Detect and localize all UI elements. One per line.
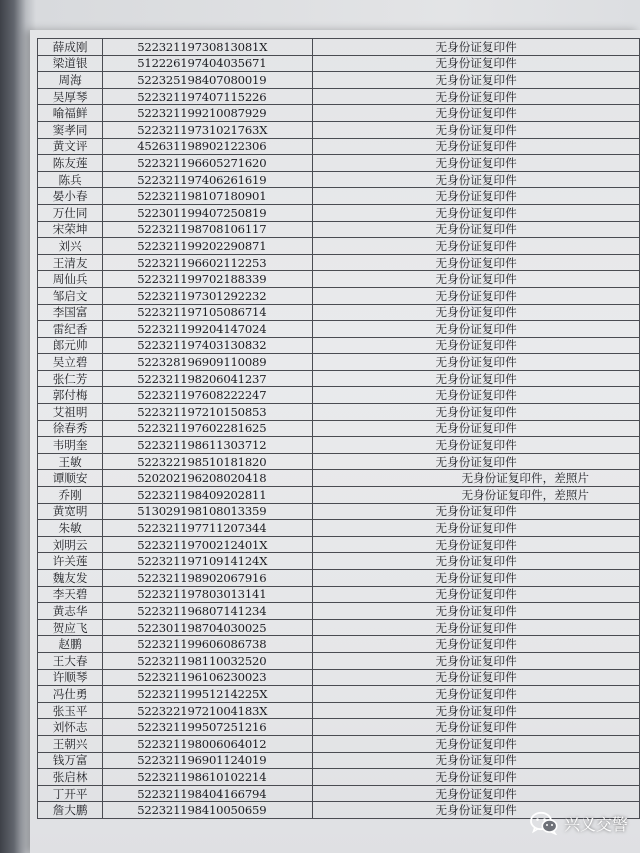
- id-number-cell: 522321199204147024: [103, 321, 313, 338]
- table-row: [38, 603, 640, 620]
- note-cell: 无身份证复印件: [313, 437, 640, 454]
- id-number-cell: 452631198902122306: [103, 138, 313, 155]
- name-cell: 郎元帅: [38, 337, 103, 354]
- name-cell: 王敏: [38, 453, 103, 470]
- id-number-cell: 522301198704030025: [103, 619, 313, 636]
- id-number-cell: 522321196602112253: [103, 254, 313, 271]
- id-number-cell: 522321196106230023: [103, 669, 313, 686]
- name-cell: 黄文评: [38, 138, 103, 155]
- name-cell: 丁开平: [38, 785, 103, 802]
- note-cell: 无身份证复印件: [313, 603, 640, 620]
- id-number-cell: 522321197803013141: [103, 586, 313, 603]
- note-cell: 无身份证复印件: [313, 39, 640, 56]
- note-cell: 无身份证复印件: [313, 321, 640, 338]
- id-number-cell: 522321197301292232: [103, 287, 313, 304]
- note-cell: 无身份证复印件: [313, 138, 640, 155]
- id-number-cell: 522321199202290871: [103, 238, 313, 255]
- note-cell: 无身份证复印件: [313, 204, 640, 221]
- note-cell: 无身份证复印件: [313, 238, 640, 255]
- table-row: [38, 553, 640, 570]
- name-cell: 李天碧: [38, 586, 103, 603]
- name-cell: 喻福鲜: [38, 105, 103, 122]
- id-number-cell: 522321196605271620: [103, 155, 313, 172]
- table-row: [38, 752, 640, 769]
- table-row: [38, 619, 640, 636]
- table-row: [38, 404, 640, 421]
- note-cell: 无身份证复印件: [313, 287, 640, 304]
- note-cell: 无身份证复印件: [313, 354, 640, 371]
- table-row: [38, 570, 640, 587]
- name-cell: 薛成刚: [38, 39, 103, 56]
- table-row: [38, 586, 640, 603]
- table-row: [38, 503, 640, 520]
- note-cell: 无身份证复印件: [313, 370, 640, 387]
- table-row: [38, 652, 640, 669]
- note-cell: 无身份证复印件: [313, 669, 640, 686]
- name-cell: 朱敏: [38, 520, 103, 537]
- id-number-cell: 522321198708106117: [103, 221, 313, 238]
- table-row: [38, 287, 640, 304]
- note-cell: 无身份证复印件: [313, 105, 640, 122]
- name-cell: 刘明云: [38, 536, 103, 553]
- note-cell: 无身份证复印件: [313, 155, 640, 172]
- note-cell: 无身份证复印件: [313, 420, 640, 437]
- name-cell: 刘怀志: [38, 719, 103, 736]
- note-cell: 无身份证复印件，差照片: [313, 487, 640, 504]
- id-number-cell: 522321197210150853: [103, 404, 313, 421]
- name-cell: 李国富: [38, 304, 103, 321]
- wechat-icon: [530, 811, 558, 835]
- id-number-cell: 522321196807141234: [103, 603, 313, 620]
- note-cell: 无身份证复印件: [313, 570, 640, 587]
- note-cell: 无身份证复印件: [313, 785, 640, 802]
- note-cell: 无身份证复印件: [313, 735, 640, 752]
- id-number-cell: 52232219721004183X: [103, 702, 313, 719]
- note-cell: 无身份证复印件: [313, 752, 640, 769]
- table-row: [38, 138, 640, 155]
- note-cell: 无身份证复印件: [313, 553, 640, 570]
- name-cell: 许顺琴: [38, 669, 103, 686]
- id-number-cell: 522321197602281625: [103, 420, 313, 437]
- table-row: [38, 155, 640, 172]
- note-cell: 无身份证复印件: [313, 520, 640, 537]
- id-number-cell: 522321198206041237: [103, 370, 313, 387]
- table-row: [38, 88, 640, 105]
- table-row: [38, 171, 640, 188]
- name-cell: 周海: [38, 72, 103, 89]
- name-cell: 黄宽明: [38, 503, 103, 520]
- name-cell: 乔刚: [38, 487, 103, 504]
- table-row: [38, 702, 640, 719]
- name-cell: 梁道银: [38, 55, 103, 72]
- id-number-cell: 52232119700212401X: [103, 536, 313, 553]
- table-row: [38, 520, 640, 537]
- note-cell: 无身份证复印件，差照片: [313, 470, 640, 487]
- note-cell: 无身份证复印件: [313, 769, 640, 786]
- name-cell: 雷纪香: [38, 321, 103, 338]
- note-cell: 无身份证复印件: [313, 88, 640, 105]
- name-cell: 艾祖明: [38, 404, 103, 421]
- note-cell: 无身份证复印件: [313, 271, 640, 288]
- note-cell: 无身份证复印件: [313, 536, 640, 553]
- table-row: [38, 420, 640, 437]
- name-cell: 贺应飞: [38, 619, 103, 636]
- id-number-cell: 513029198108013359: [103, 503, 313, 520]
- id-number-cell: 522321198610102214: [103, 769, 313, 786]
- note-cell: 无身份证复印件: [313, 503, 640, 520]
- note-cell: 无身份证复印件: [313, 254, 640, 271]
- id-number-cell: 522321199210087929: [103, 105, 313, 122]
- name-cell: 刘兴: [38, 238, 103, 255]
- table-row: [38, 453, 640, 470]
- table-row: [38, 470, 640, 487]
- table-row: [38, 271, 640, 288]
- name-cell: 黄志华: [38, 603, 103, 620]
- id-number-cell: 522321199507251216: [103, 719, 313, 736]
- name-cell: 吴厚琴: [38, 88, 103, 105]
- name-cell: 徐春秀: [38, 420, 103, 437]
- table-row: [38, 387, 640, 404]
- note-cell: 无身份证复印件: [313, 702, 640, 719]
- note-cell: 无身份证复印件: [313, 72, 640, 89]
- name-cell: 王清友: [38, 254, 103, 271]
- id-number-cell: 522321197608222247: [103, 387, 313, 404]
- note-cell: 无身份证复印件: [313, 55, 640, 72]
- name-cell: 邹启文: [38, 287, 103, 304]
- note-cell: 无身份证复印件: [313, 686, 640, 703]
- note-cell: 无身份证复印件: [313, 221, 640, 238]
- name-cell: 王大春: [38, 652, 103, 669]
- name-cell: 赵鹏: [38, 636, 103, 653]
- name-cell: 吴立碧: [38, 354, 103, 371]
- note-cell: 无身份证复印件: [313, 387, 640, 404]
- id-number-cell: 522321197407115226: [103, 88, 313, 105]
- id-number-cell: 522322198510181820: [103, 453, 313, 470]
- id-number-cell: 520202196208020418: [103, 470, 313, 487]
- table-row: [38, 735, 640, 752]
- id-number-cell: 522321198110032520: [103, 652, 313, 669]
- id-number-cell: 522301199407250819: [103, 204, 313, 221]
- note-cell: 无身份证复印件: [313, 337, 640, 354]
- note-cell: 无身份证复印件: [313, 802, 640, 819]
- note-cell: 无身份证复印件: [313, 652, 640, 669]
- note-cell: 无身份证复印件: [313, 719, 640, 736]
- table-row: [38, 204, 640, 221]
- table-row: [38, 785, 640, 802]
- id-number-cell: 52232119951214225X: [103, 686, 313, 703]
- id-number-cell: 522321197403130832: [103, 337, 313, 354]
- id-number-cell: 522321199606086738: [103, 636, 313, 653]
- note-cell: 无身份证复印件: [313, 619, 640, 636]
- table-row: [38, 719, 640, 736]
- table-row: [38, 121, 640, 138]
- note-cell: 无身份证复印件: [313, 453, 640, 470]
- id-number-cell: 52232119730813081X: [103, 39, 313, 56]
- table-row: [38, 321, 640, 338]
- table-row: [38, 254, 640, 271]
- watermark: [530, 811, 628, 835]
- name-cell: 冯仕勇: [38, 686, 103, 703]
- note-cell: 无身份证复印件: [313, 188, 640, 205]
- table-row: [38, 105, 640, 122]
- table-row: [38, 669, 640, 686]
- name-cell: 郭付梅: [38, 387, 103, 404]
- id-number-cell: 522325198407080019: [103, 72, 313, 89]
- note-cell: 无身份证复印件: [313, 586, 640, 603]
- table-row: [38, 55, 640, 72]
- id-number-cell: 522321199702188339: [103, 271, 313, 288]
- name-cell: 詹大鹏: [38, 802, 103, 819]
- records-table-body: [38, 39, 640, 819]
- id-number-cell: 522321198611303712: [103, 437, 313, 454]
- id-number-cell: 522321197406261619: [103, 171, 313, 188]
- id-number-cell: 522328196909110089: [103, 354, 313, 371]
- name-cell: 陈友莲: [38, 155, 103, 172]
- table-row: [38, 769, 640, 786]
- table-row: [38, 437, 640, 454]
- name-cell: 谭顺安: [38, 470, 103, 487]
- note-cell: 无身份证复印件: [313, 404, 640, 421]
- table-row: [38, 370, 640, 387]
- records-table: [37, 38, 640, 819]
- name-cell: 韦明奎: [38, 437, 103, 454]
- table-row: [38, 686, 640, 703]
- id-number-cell: 522321198410050659: [103, 802, 313, 819]
- id-number-cell: 522321196901124019: [103, 752, 313, 769]
- table-row: [38, 636, 640, 653]
- id-number-cell: 522321198404166794: [103, 785, 313, 802]
- watermark-text: 兴义交警: [563, 814, 628, 834]
- id-number-cell: 522321198107180901: [103, 188, 313, 205]
- table-row: [38, 536, 640, 553]
- table-row: [38, 188, 640, 205]
- note-cell: 无身份证复印件: [313, 304, 640, 321]
- name-cell: 魏友发: [38, 570, 103, 587]
- id-number-cell: 522321197105086714: [103, 304, 313, 321]
- name-cell: 张玉平: [38, 702, 103, 719]
- table-row: [38, 238, 640, 255]
- table-row: [38, 337, 640, 354]
- id-number-cell: 52232119731021763X: [103, 121, 313, 138]
- name-cell: 宋荣坤: [38, 221, 103, 238]
- note-cell: 无身份证复印件: [313, 171, 640, 188]
- id-number-cell: 522321198902067916: [103, 570, 313, 587]
- table-row: [38, 487, 640, 504]
- name-cell: 陈兵: [38, 171, 103, 188]
- name-cell: 万仕同: [38, 204, 103, 221]
- name-cell: 晏小春: [38, 188, 103, 205]
- table-row: [38, 39, 640, 56]
- name-cell: 周仙兵: [38, 271, 103, 288]
- id-number-cell: 522321198409202811: [103, 487, 313, 504]
- note-cell: 无身份证复印件: [313, 121, 640, 138]
- name-cell: 王朝兴: [38, 735, 103, 752]
- note-cell: 无身份证复印件: [313, 636, 640, 653]
- name-cell: 钱万富: [38, 752, 103, 769]
- name-cell: 张启林: [38, 769, 103, 786]
- name-cell: 窦孝同: [38, 121, 103, 138]
- table-row: [38, 221, 640, 238]
- name-cell: 许关莲: [38, 553, 103, 570]
- name-cell: 张仁芳: [38, 370, 103, 387]
- table-row: [38, 304, 640, 321]
- id-number-cell: 522321198006064012: [103, 735, 313, 752]
- id-number-cell: 522321197711207344: [103, 520, 313, 537]
- table-row: [38, 72, 640, 89]
- id-number-cell: 512226197404035671: [103, 55, 313, 72]
- id-number-cell: 52232119710914124X: [103, 553, 313, 570]
- table-row: [38, 354, 640, 371]
